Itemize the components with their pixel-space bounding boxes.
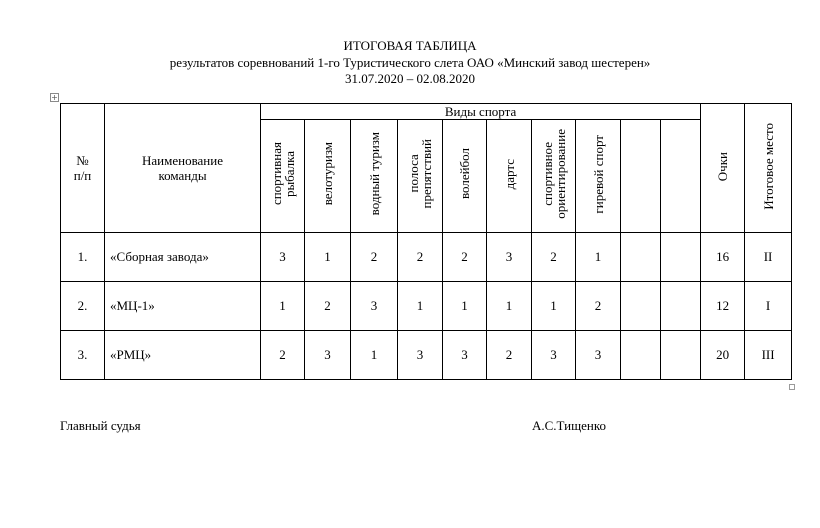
header-team: Наименование команды [105,104,261,233]
row-score: 3 [351,282,398,331]
row-team-name: «Сборная завода» [105,233,261,282]
row-points: 16 [701,233,745,282]
row-score [621,233,661,282]
header-sport-4: волейбол [443,120,487,233]
footer-judge-role: Главный судья [60,418,141,433]
row-score: 1 [532,282,576,331]
row-number: 3. [61,331,105,380]
results-table [60,103,792,380]
header-sport-9 [661,120,701,233]
row-number: 2. [61,282,105,331]
row-score [661,331,701,380]
row-score: 2 [398,233,443,282]
table-row [61,233,792,282]
row-score: 1 [443,282,487,331]
row-score: 2 [532,233,576,282]
row-score: 2 [576,282,621,331]
table-row [61,331,792,380]
header-sport-0: спортивная рыбалка [261,120,305,233]
header-sports-group: Виды спорта [261,104,701,120]
row-score: 3 [305,331,351,380]
header-number: № п/п [61,104,105,233]
row-team-name: «РМЦ» [105,331,261,380]
row-score: 3 [576,331,621,380]
table-move-handle-icon[interactable]: + [51,93,58,102]
row-score: 1 [351,331,398,380]
header-sport-8 [621,120,661,233]
row-score: 3 [532,331,576,380]
row-score: 1 [576,233,621,282]
header-sport-7: гиревой спорт [576,120,621,233]
footer-judge-name: А.С.Тищенко [532,418,607,433]
row-score: 2 [443,233,487,282]
row-score: 3 [261,233,305,282]
document-subtitle: результатов соревнований 1-го Туристического слета ОАО «Минский завод шестерен» [169,55,651,70]
table-resize-handle[interactable] [789,384,795,390]
row-points: 12 [701,282,745,331]
row-score [661,233,701,282]
row-score [621,282,661,331]
row-team-name: «МЦ-1» [105,282,261,331]
header-place: Итоговое место [745,104,792,233]
row-score: 3 [398,331,443,380]
row-score [621,331,661,380]
row-score: 2 [351,233,398,282]
header-sport-2: водный туризм [351,120,398,233]
row-place: III [745,331,792,380]
row-score [661,282,701,331]
header-sport-3: полоса препятствий [398,120,443,233]
document-title: ИТОГОВАЯ ТАБЛИЦА [343,38,477,53]
row-score: 2 [487,331,532,380]
row-place: I [745,282,792,331]
row-points: 20 [701,331,745,380]
header-sport-5: дартс [487,120,532,233]
document-dates: 31.07.2020 – 02.08.2020 [345,71,475,86]
row-score: 2 [305,282,351,331]
row-score: 1 [261,282,305,331]
table-row [61,282,792,331]
header-sport-6: спортивное ориентирование [532,120,576,233]
row-score: 1 [305,233,351,282]
row-score: 1 [398,282,443,331]
row-score: 3 [443,331,487,380]
row-place: II [745,233,792,282]
row-score: 3 [487,233,532,282]
row-number: 1. [61,233,105,282]
header-points: Очки [701,104,745,233]
row-score: 1 [487,282,532,331]
row-score: 2 [261,331,305,380]
header-sport-1: велотуризм [305,120,351,233]
